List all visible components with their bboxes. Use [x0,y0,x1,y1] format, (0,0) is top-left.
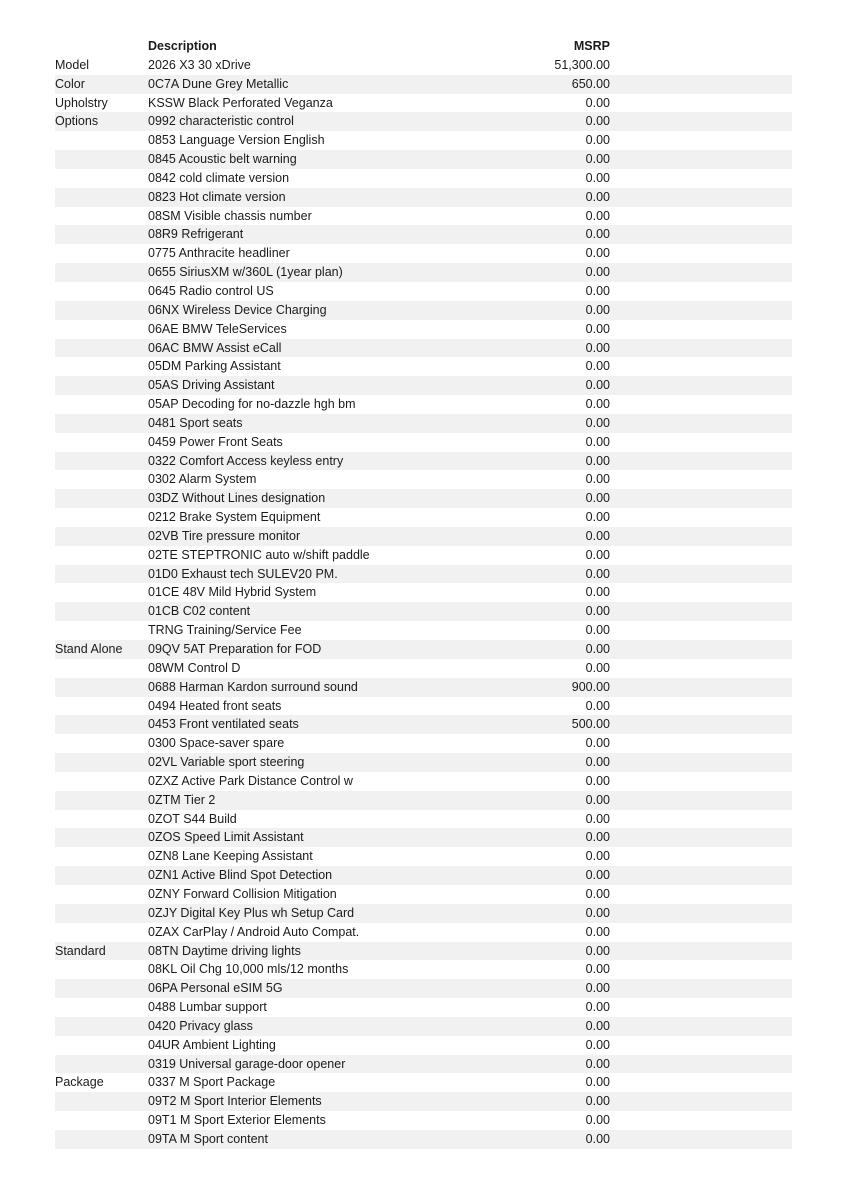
cell-msrp: 0.00 [585,340,610,355]
cell-spacer [610,357,792,376]
cell-spacer [610,1055,792,1074]
header-category [55,37,148,56]
cell-msrp: 0.00 [585,528,610,543]
cell-msrp: 0.00 [585,302,610,317]
cell-category [55,923,148,942]
cell-category [55,621,148,640]
cell-description: 0ZJY Digital Key Plus wh Setup Card [148,905,355,920]
cell-category: Standard [55,943,106,958]
cell-spacer [610,753,792,772]
cell-category [55,602,148,621]
cell-description: 01CE 48V Mild Hybrid System [148,585,317,600]
cell-description: 05AS Driving Assistant [148,378,275,393]
cell-msrp: 0.00 [585,1000,610,1015]
cell-description: 08KL Oil Chg 10,000 mls/12 months [148,962,349,977]
table-row [55,960,792,979]
cell-category [55,678,148,697]
cell-description: 0645 Radio control US [148,283,274,298]
cell-description: 01D0 Exhaust tech SULEV20 PM. [148,566,338,581]
cell-category [55,772,148,791]
table-row [55,1017,792,1036]
cell-description: 0337 M Sport Package [148,1075,276,1090]
table-row [55,169,792,188]
cell-description: 0ZXZ Active Park Distance Control w [148,773,353,788]
cell-spacer [610,828,792,847]
cell-category [55,791,148,810]
cell-msrp: 0.00 [585,321,610,336]
table-row [55,979,792,998]
table-row [55,998,792,1017]
cell-category: Package [55,1075,104,1090]
cell-description: 09T2 M Sport Interior Elements [148,1094,322,1109]
cell-msrp: 0.00 [585,95,610,110]
cell-msrp: 0.00 [585,359,610,374]
table-row [55,1055,792,1074]
cell-spacer [610,301,792,320]
cell-spacer [610,244,792,263]
table-row [55,508,792,527]
cell-msrp: 0.00 [585,133,610,148]
cell-spacer [610,697,792,716]
cell-msrp: 0.00 [585,246,610,261]
cell-spacer [610,904,792,923]
cell-category [55,169,148,188]
cell-spacer [610,960,792,979]
cell-description: 02TE STEPTRONIC auto w/shift paddle [148,547,370,562]
cell-category: Model [55,57,90,72]
cell-category [55,659,148,678]
cell-description: 02VL Variable sport steering [148,755,305,770]
table-row [55,923,792,942]
cell-spacer [610,395,792,414]
cell-spacer [610,320,792,339]
cell-msrp: 0.00 [585,170,610,185]
cell-category: Stand Alone [55,642,123,656]
cell-msrp: 0.00 [585,698,610,713]
cell-category [55,489,148,508]
vehicle-options-table [55,37,792,1149]
table-row [55,847,792,866]
table-row [55,565,792,584]
table-row [55,583,792,602]
cell-spacer [610,810,792,829]
cell-description: 0ZOS Speed Limit Assistant [148,830,304,845]
cell-spacer [610,791,792,810]
cell-category [55,697,148,716]
cell-msrp: 0.00 [585,1113,610,1128]
cell-spacer [610,546,792,565]
cell-spacer [610,772,792,791]
cell-description: 0319 Universal garage-door opener [148,1056,346,1071]
cell-msrp: 0.00 [585,924,610,939]
cell-msrp: 0.00 [585,510,610,525]
cell-description: 06AE BMW TeleServices [148,321,287,336]
table-row [55,94,792,113]
cell-description: 2026 X3 30 xDrive [148,57,251,72]
cell-msrp: 650.00 [571,76,610,91]
table-row [55,112,792,131]
cell-description: KSSW Black Perforated Veganza [148,95,333,110]
cell-category [55,715,148,734]
cell-spacer [610,489,792,508]
cell-description: 0655 SiriusXM w/360L (1year plan) [148,265,343,280]
cell-category [55,150,148,169]
table-row [55,734,792,753]
cell-msrp: 0.00 [585,1018,610,1033]
table-row [55,1111,792,1130]
cell-category [55,433,148,452]
cell-spacer [610,414,792,433]
cell-spacer [610,376,792,395]
cell-description: 05AP Decoding for no-dazzle hgh bm [148,397,356,412]
cell-description: 0ZOT S44 Build [148,811,237,826]
cell-msrp: 0.00 [585,152,610,167]
table-row [55,1073,792,1092]
cell-spacer [610,734,792,753]
cell-description: 0494 Heated front seats [148,698,282,713]
table-row [55,1130,792,1149]
cell-description: 0ZTM Tier 2 [148,792,216,807]
table-row [55,753,792,772]
cell-spacer [610,847,792,866]
cell-description: 0842 cold climate version [148,170,290,185]
cell-msrp: 0.00 [585,566,610,581]
cell-msrp: 0.00 [585,415,610,430]
cell-category [55,960,148,979]
cell-category [55,810,148,829]
table-row [55,715,792,734]
table-row [55,376,792,395]
cell-spacer [610,150,792,169]
cell-msrp: 0.00 [585,1056,610,1071]
table-row [55,866,792,885]
cell-category [55,1130,148,1149]
table-row [55,56,792,75]
cell-description: 06AC BMW Assist eCall [148,340,282,355]
cell-msrp: 0.00 [585,623,610,638]
cell-msrp: 0.00 [585,491,610,506]
cell-description: 09QV 5AT Preparation for FOD [148,642,322,656]
cell-spacer [610,1073,792,1092]
table-row [55,225,792,244]
cell-category [55,998,148,1017]
cell-description: 08WM Control D [148,660,241,675]
cell-spacer [610,1111,792,1130]
cell-category [55,131,148,150]
cell-description: 0845 Acoustic belt warning [148,152,297,167]
cell-description: 0300 Space-saver spare [148,736,285,751]
cell-msrp: 0.00 [585,1131,610,1146]
cell-spacer [610,1130,792,1149]
cell-category: Upholstry [55,95,108,110]
cell-category [55,452,148,471]
cell-spacer [610,885,792,904]
table-row [55,678,792,697]
cell-msrp: 0.00 [585,547,610,562]
cell-description: 06PA Personal eSIM 5G [148,981,283,996]
header-msrp: MSRP [573,39,610,53]
cell-msrp: 0.00 [585,981,610,996]
cell-spacer [610,979,792,998]
cell-category [55,847,148,866]
cell-msrp: 500.00 [571,717,610,732]
cell-category [55,753,148,772]
cell-description: 08TN Daytime driving lights [148,943,301,958]
cell-spacer [610,56,792,75]
table-row [55,772,792,791]
table-row [55,301,792,320]
cell-spacer [610,508,792,527]
cell-spacer [610,94,792,113]
cell-category [55,414,148,433]
cell-spacer [610,207,792,226]
cell-spacer [610,565,792,584]
cell-category [55,470,148,489]
cell-description: 0481 Sport seats [148,415,243,430]
cell-msrp: 0.00 [585,283,610,298]
table-row [55,320,792,339]
table-row [55,659,792,678]
cell-description: 0823 Hot climate version [148,189,286,204]
cell-msrp: 0.00 [585,604,610,619]
cell-spacer [610,452,792,471]
cell-category [55,376,148,395]
cell-category [55,866,148,885]
cell-spacer [610,131,792,150]
cell-spacer [610,112,792,131]
table-row [55,489,792,508]
cell-description: TRNG Training/Service Fee [148,623,302,638]
cell-msrp: 900.00 [571,679,610,694]
cell-msrp: 0.00 [585,265,610,280]
cell-msrp: 0.00 [585,585,610,600]
cell-description: 0488 Lumbar support [148,1000,267,1015]
table-row [55,470,792,489]
cell-category [55,828,148,847]
cell-description: 0C7A Dune Grey Metallic [148,76,289,91]
table-row [55,1036,792,1055]
cell-category: Options [55,114,99,129]
cell-description: 0459 Power Front Seats [148,434,283,449]
cell-msrp: 0.00 [585,227,610,242]
cell-category [55,565,148,584]
cell-spacer [610,583,792,602]
cell-spacer [610,640,792,659]
table-row [55,75,792,94]
cell-category [55,508,148,527]
cell-msrp: 0.00 [585,886,610,901]
cell-msrp: 0.00 [585,811,610,826]
table-row [55,244,792,263]
table-row [55,942,792,961]
cell-description: 09T1 M Sport Exterior Elements [148,1113,326,1128]
cell-msrp: 0.00 [585,472,610,487]
table-row [55,207,792,226]
cell-spacer [610,188,792,207]
table-row [55,282,792,301]
cell-category [55,244,148,263]
cell-category [55,1017,148,1036]
cell-category [55,207,148,226]
table-row [55,131,792,150]
table-row [55,810,792,829]
cell-description: 0688 Harman Kardon surround sound [148,679,358,694]
cell-description: 0212 Brake System Equipment [148,510,321,525]
table-row [55,904,792,923]
cell-category [55,904,148,923]
cell-spacer [610,1036,792,1055]
cell-msrp: 0.00 [585,830,610,845]
cell-spacer [610,715,792,734]
cell-msrp: 0.00 [585,397,610,412]
cell-spacer [610,225,792,244]
cell-msrp: 0.00 [585,1075,610,1090]
table-row [55,546,792,565]
cell-description: 0322 Comfort Access keyless entry [148,453,344,468]
cell-spacer [610,527,792,546]
cell-msrp: 0.00 [585,905,610,920]
table-row [55,150,792,169]
cell-category [55,885,148,904]
cell-category [55,301,148,320]
cell-spacer [610,75,792,94]
table-row [55,433,792,452]
table-row [55,395,792,414]
cell-msrp: 0.00 [585,378,610,393]
cell-category [55,339,148,358]
cell-msrp: 0.00 [585,773,610,788]
cell-category [55,546,148,565]
cell-category [55,282,148,301]
cell-description: 02VB Tire pressure monitor [148,528,301,543]
table-header-row [55,37,792,56]
cell-spacer [610,282,792,301]
table-row [55,602,792,621]
cell-category [55,734,148,753]
cell-description: 03DZ Without Lines designation [148,491,326,506]
cell-description: 0992 characteristic control [148,114,294,129]
cell-spacer [610,942,792,961]
cell-msrp: 0.00 [585,943,610,958]
cell-category: Color [55,76,85,91]
cell-msrp: 0.00 [585,189,610,204]
cell-msrp: 0.00 [585,736,610,751]
cell-description: 05DM Parking Assistant [148,359,281,374]
cell-description: 0453 Front ventilated seats [148,717,299,732]
cell-category [55,1092,148,1111]
table-row [55,357,792,376]
cell-description: 0ZAX CarPlay / Android Auto Compat. [148,924,360,939]
cell-category [55,1111,148,1130]
table-row [55,828,792,847]
cell-category [55,395,148,414]
cell-description: 09TA M Sport content [148,1131,268,1146]
cell-description: 0302 Alarm System [148,472,257,487]
cell-description: 0420 Privacy glass [148,1018,253,1033]
cell-description: 08R9 Refrigerant [148,227,244,242]
cell-spacer [610,1092,792,1111]
cell-msrp: 0.00 [585,849,610,864]
cell-description: 0ZNY Forward Collision Mitigation [148,886,337,901]
cell-category [55,320,148,339]
table-row [55,414,792,433]
cell-msrp: 0.00 [585,114,610,129]
table-row [55,885,792,904]
cell-spacer [610,263,792,282]
cell-description: 0853 Language Version English [148,133,325,148]
cell-msrp: 0.00 [585,755,610,770]
cell-msrp: 0.00 [585,208,610,223]
cell-description: 0775 Anthracite headliner [148,246,290,261]
table-row [55,791,792,810]
header-description: Description [148,39,217,53]
cell-spacer [610,866,792,885]
cell-msrp: 0.00 [585,1094,610,1109]
cell-spacer [610,470,792,489]
cell-msrp: 0.00 [585,792,610,807]
table-row [55,621,792,640]
cell-msrp: 0.00 [585,962,610,977]
cell-spacer [610,1017,792,1036]
cell-spacer [610,339,792,358]
cell-msrp: 0.00 [585,434,610,449]
cell-spacer [610,998,792,1017]
table-row [55,263,792,282]
cell-spacer [610,678,792,697]
cell-spacer [610,602,792,621]
cell-spacer [610,659,792,678]
table-row [55,697,792,716]
cell-category [55,357,148,376]
cell-category [55,225,148,244]
cell-description: 0ZN1 Active Blind Spot Detection [148,868,333,883]
cell-spacer [610,433,792,452]
header-spacer [610,37,792,56]
cell-msrp: 0.00 [585,868,610,883]
cell-description: 0ZN8 Lane Keeping Assistant [148,849,313,864]
table-row [55,188,792,207]
cell-description: 01CB C02 content [148,604,251,619]
cell-spacer [610,923,792,942]
cell-description: 04UR Ambient Lighting [148,1037,276,1052]
cell-category [55,527,148,546]
cell-category [55,583,148,602]
cell-category [55,1036,148,1055]
cell-category [55,1055,148,1074]
cell-description: 08SM Visible chassis number [148,208,312,223]
cell-msrp: 0.00 [585,453,610,468]
table-row [55,640,792,659]
table-row [55,452,792,471]
cell-spacer [610,621,792,640]
cell-category [55,263,148,282]
cell-msrp: 0.00 [585,642,610,656]
cell-description: 06NX Wireless Device Charging [148,302,327,317]
table-body [55,56,792,1149]
cell-category [55,188,148,207]
cell-category [55,979,148,998]
table-row [55,339,792,358]
table-row [55,527,792,546]
cell-msrp: 0.00 [585,1037,610,1052]
cell-msrp: 51,300.00 [554,57,610,72]
cell-spacer [610,169,792,188]
cell-msrp: 0.00 [585,660,610,675]
table-row [55,1092,792,1111]
